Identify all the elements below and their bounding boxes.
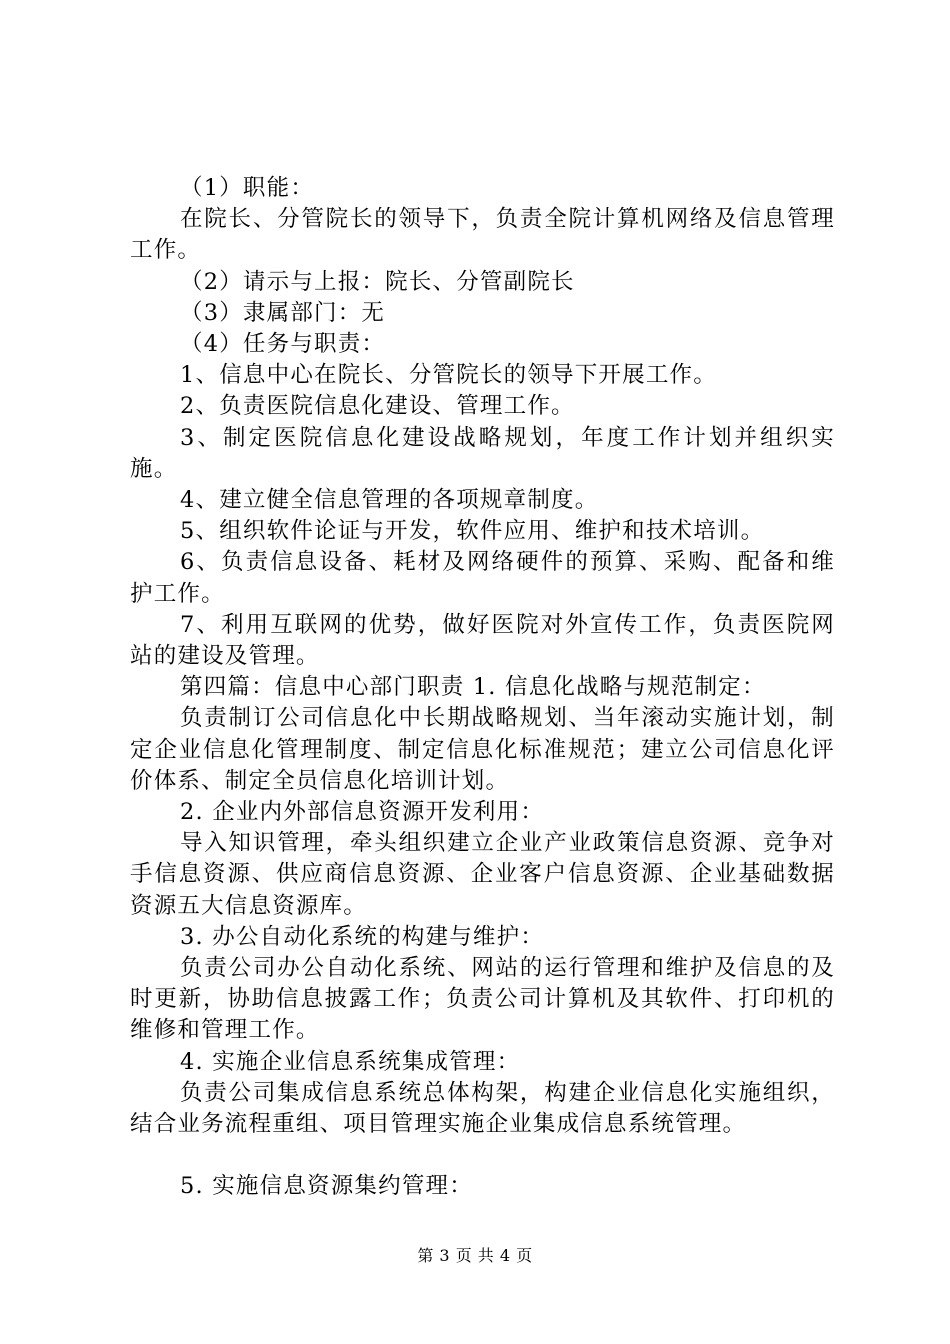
blank-line (130, 1140, 835, 1171)
paragraph: 负责制订公司信息化中长期战略规划、当年滚动实施计划，制定企业信息化管理制度、制定信息化标准规范；建立公司信息化评价体系、制定全员信息化培训计划。 (130, 705, 835, 794)
subheading: 4. 实施企业信息系统集成管理： (180, 1048, 521, 1075)
paragraph: 7、利用互联网的优势，做好医院对外宣传工作，负责医院网站的建设及管理。 (130, 611, 835, 670)
paragraph: 在院长、分管院长的领导下，负责全院计算机网络及信息管理工作。 (130, 206, 835, 264)
paragraph: 导入知识管理，牵头组织建立企业产业政策信息资源、竞争对手信息资源、供应商信息资源、企业客户信息资源、企业基础数据资源五大信息资源库。 (130, 830, 835, 919)
paragraph: 1、信息中心在院长、分管院长的领导下开展工作。 (180, 362, 717, 389)
paragraph: 负责公司集成信息系统总体构架，构建企业信息化实施组织，结合业务流程重组、项目管理实施企业集成信息系统管理。 (130, 1079, 835, 1138)
section-heading: 第四篇：信息中心部门职责 1. 信息化战略与规范制定： (180, 674, 766, 701)
paragraph: 3、制定医院信息化建设战略规划，年度工作计划并组织实施。 (130, 424, 835, 482)
paragraph: （1）职能： (180, 175, 315, 201)
paragraph: （3）隶属部门：无 (180, 299, 386, 326)
document-body (130, 173, 835, 1203)
paragraph: 5、组织软件论证与开发，软件应用、维护和技术培训。 (180, 518, 765, 545)
paragraph: 负责公司办公自动化系统、网站的运行管理和维护及信息的及时更新，协助信息披露工作；负责公司计算机及其软件、打印机的维修和管理工作。 (130, 955, 835, 1044)
paragraph: （4）任务与职责： (180, 331, 386, 358)
page-footer: 第 3 页 共 4 页 (417, 1246, 533, 1265)
paragraph: 6、负责信息设备、耗材及网络硬件的预算、采购、配备和维护工作。 (130, 549, 835, 607)
paragraph: 2、负责医院信息化建设、管理工作。 (180, 393, 575, 420)
subheading: 5. 实施信息资源集约管理： (180, 1173, 473, 1200)
paragraph: 4、建立健全信息管理的各项规章制度。 (180, 487, 599, 514)
subheading: 2. 企业内外部信息资源开发利用： (180, 799, 545, 826)
subheading: 3. 办公自动化系统的构建与维护： (180, 923, 545, 950)
paragraph: （2）请示与上报：院长、分管副院长 (180, 268, 575, 295)
